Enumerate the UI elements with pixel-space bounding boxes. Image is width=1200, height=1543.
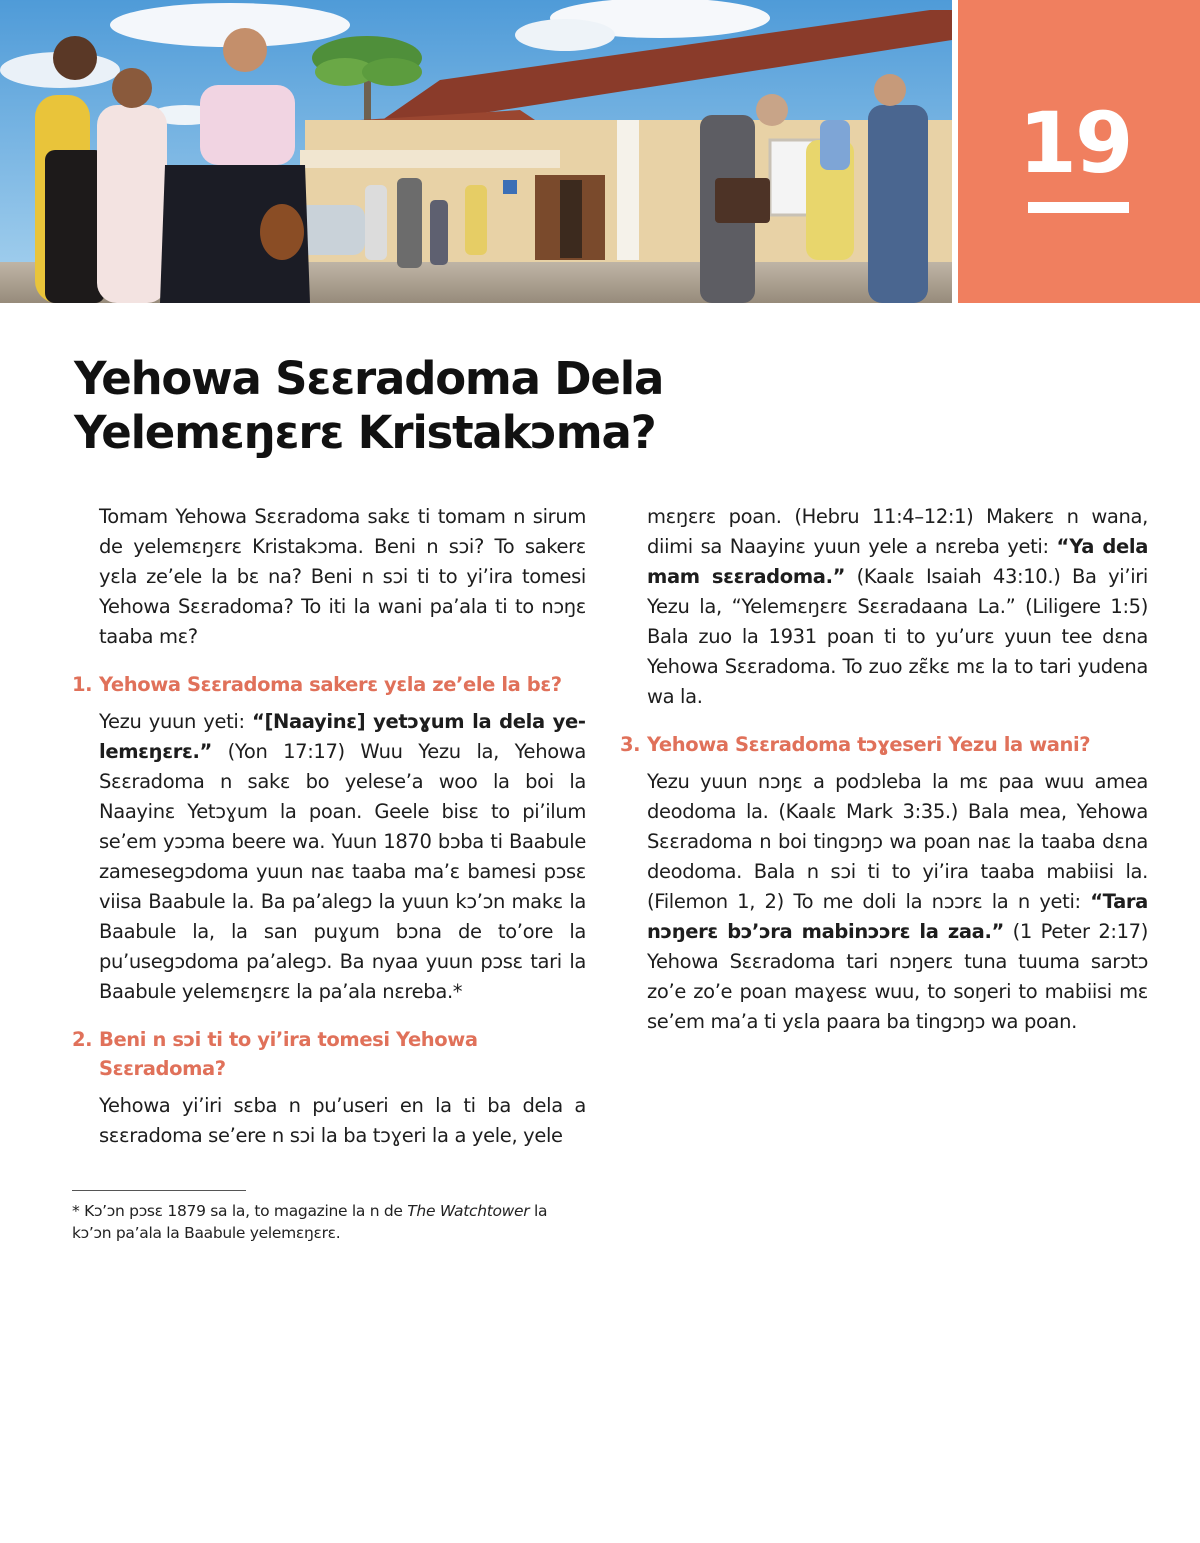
hero-illustration bbox=[0, 0, 952, 303]
footnote-marker: * bbox=[72, 1202, 80, 1220]
palm-fronds bbox=[312, 36, 422, 86]
page-title: Yehowa Sɛɛradoma Dela Yelemɛŋɛrɛ Kristakɔma? bbox=[74, 352, 664, 459]
right-column bbox=[620, 502, 1148, 1037]
question-heading bbox=[72, 670, 586, 699]
paragraph-text: Yezu yuun nɔŋɛ a podɔleba la mɛ paa wuu amea deodoma la. (Kaalɛ Mark 3:35.) Bala mea, Yehowa Sɛɛradoma n boi tingɔŋɔ wa poan naɛ la taaba dɛna deodoma. Bala n sɔi ti to yi’ira taaba mabiisi la. (Filemon 1, 2) To me doli la nɔɔrɛ la n yeti: bbox=[647, 770, 1148, 913]
publication-title: The Watchtower bbox=[407, 1202, 530, 1220]
footnote-text: la kɔ’ɔn pa’ala la Baabule yelemɛŋɛrɛ. bbox=[72, 1202, 548, 1242]
cloud bbox=[515, 19, 615, 51]
footnote-divider bbox=[72, 1190, 246, 1191]
paragraph-text: Yezu yuun yeti: bbox=[99, 710, 252, 733]
chapter-number-underline bbox=[1028, 202, 1129, 213]
question-text: Yehowa Sɛɛradoma sakerɛ yɛla ze’ele la bɛ? bbox=[99, 673, 562, 696]
porch-ceiling bbox=[300, 150, 560, 168]
section-paragraph-continued bbox=[620, 502, 1148, 712]
scripture-quote: “[Naayinɛ] yetɔɣum la dela yelemɛŋɛrɛ.” bbox=[99, 710, 586, 763]
question-number: 1. bbox=[72, 673, 93, 696]
question-text: Beni n sɔi ti to yi’ira tomesi Yehowa Sɛɛradoma? bbox=[99, 1028, 478, 1080]
paragraph-text: mɛŋɛrɛ poan. (Hebru 11:4–12:1) Makerɛ n wana, diimi sa Naayinɛ yuun yele a nɛreba yeti: bbox=[647, 505, 1148, 558]
paragraph-text: (1 Peter 2:17) Yehowa Sɛɛradoma tari nɔŋerɛ tuna tuuma sarɔtɔ zo’e zo’e poan maɣesɛ wuu, to soŋeri to mabiisi mɛ se’em ma’a ti yɛla paara ba tingɔŋɔ wa poan. bbox=[647, 920, 1148, 1033]
chapter-number-text: 19 bbox=[1018, 94, 1132, 192]
section-paragraph bbox=[72, 707, 586, 1007]
hero-photo bbox=[0, 0, 952, 303]
question-heading bbox=[620, 730, 1148, 759]
question-text: Yehowa Sɛɛradoma tɔɣeseri Yezu la wani? bbox=[647, 733, 1091, 756]
paragraph-text: (Kaalɛ Isaiah 43:10.) Ba yi’iri Yezu la, “Yelemɛŋɛrɛ Sɛɛradaana La.” (Liligere 1:5) Bala zuo la 1931 poan ti to yu’urɛ yuun tee dɛna Yehowa Sɛɛradoma. To zuo zɛ̃kɛ mɛ la to tari yudena wa la. bbox=[647, 565, 1148, 708]
chapter-number bbox=[958, 94, 1200, 192]
door-inner bbox=[560, 180, 582, 258]
jw-sign bbox=[503, 180, 517, 194]
column bbox=[617, 120, 639, 260]
scripture-quote: “Ya dela mam sɛɛradoma.” bbox=[647, 535, 1149, 588]
paragraph-text: (Yon 17:17) Wuu Yezu la, Yehowa Sɛɛradoma n sakɛ bo yelese’a woo la boi la Naayinɛ Yetɔɣum la poan. Geele bisɛ to pi’ilum se’em yɔɔma beere wa. Yuun 1870 bɔba ti Baabule zamesegɔdoma yuun naɛ taaba ma’ɛ bamesi pɔsɛ viisa Baabule la. Ba pa’alegɔ la yuun kɔ’ɔn makɛ la Baabule la, la san puɣum bɔna de to’ore la pu’usegɔdoma pa’alegɔ. Ba nyaa yuun pɔsɛ tari la Baabule yelemɛŋɛrɛ la pa’ala nɛreba.* bbox=[99, 740, 586, 1003]
intro-paragraph: Tomam Yehowa Sɛɛradoma sakɛ ti tomam n sirum de yelemɛŋɛrɛ Kristakɔma. Beni n sɔi? To sakerɛ yɛla ze’ele la bɛ na? Beni n sɔi ti to yi’ira tomesi Yehowa Sɛɛradoma? To iti la wani pa’ala ti to nɔŋɛ taaba mɛ? bbox=[99, 505, 586, 648]
scripture-quote: “Tara nɔŋerɛ bɔ’ɔra mabinɔɔrɛ la zaa.” bbox=[647, 890, 1148, 943]
left-column bbox=[72, 502, 586, 1151]
section-paragraph: Yehowa yi’iri sɛba n pu’useri en la ti ba dela a sɛɛradoma se’ere n sɔi la ba tɔɣeri la a yele, yele bbox=[99, 1094, 586, 1147]
section-paragraph bbox=[620, 767, 1148, 1037]
footnote-text: Kɔ’ɔn pɔsɛ 1879 sa la, to magazine la n de bbox=[79, 1202, 408, 1220]
question-number: 3. bbox=[620, 733, 641, 756]
question-heading bbox=[72, 1025, 586, 1083]
footnote bbox=[72, 1200, 584, 1244]
question-number: 2. bbox=[72, 1028, 93, 1051]
